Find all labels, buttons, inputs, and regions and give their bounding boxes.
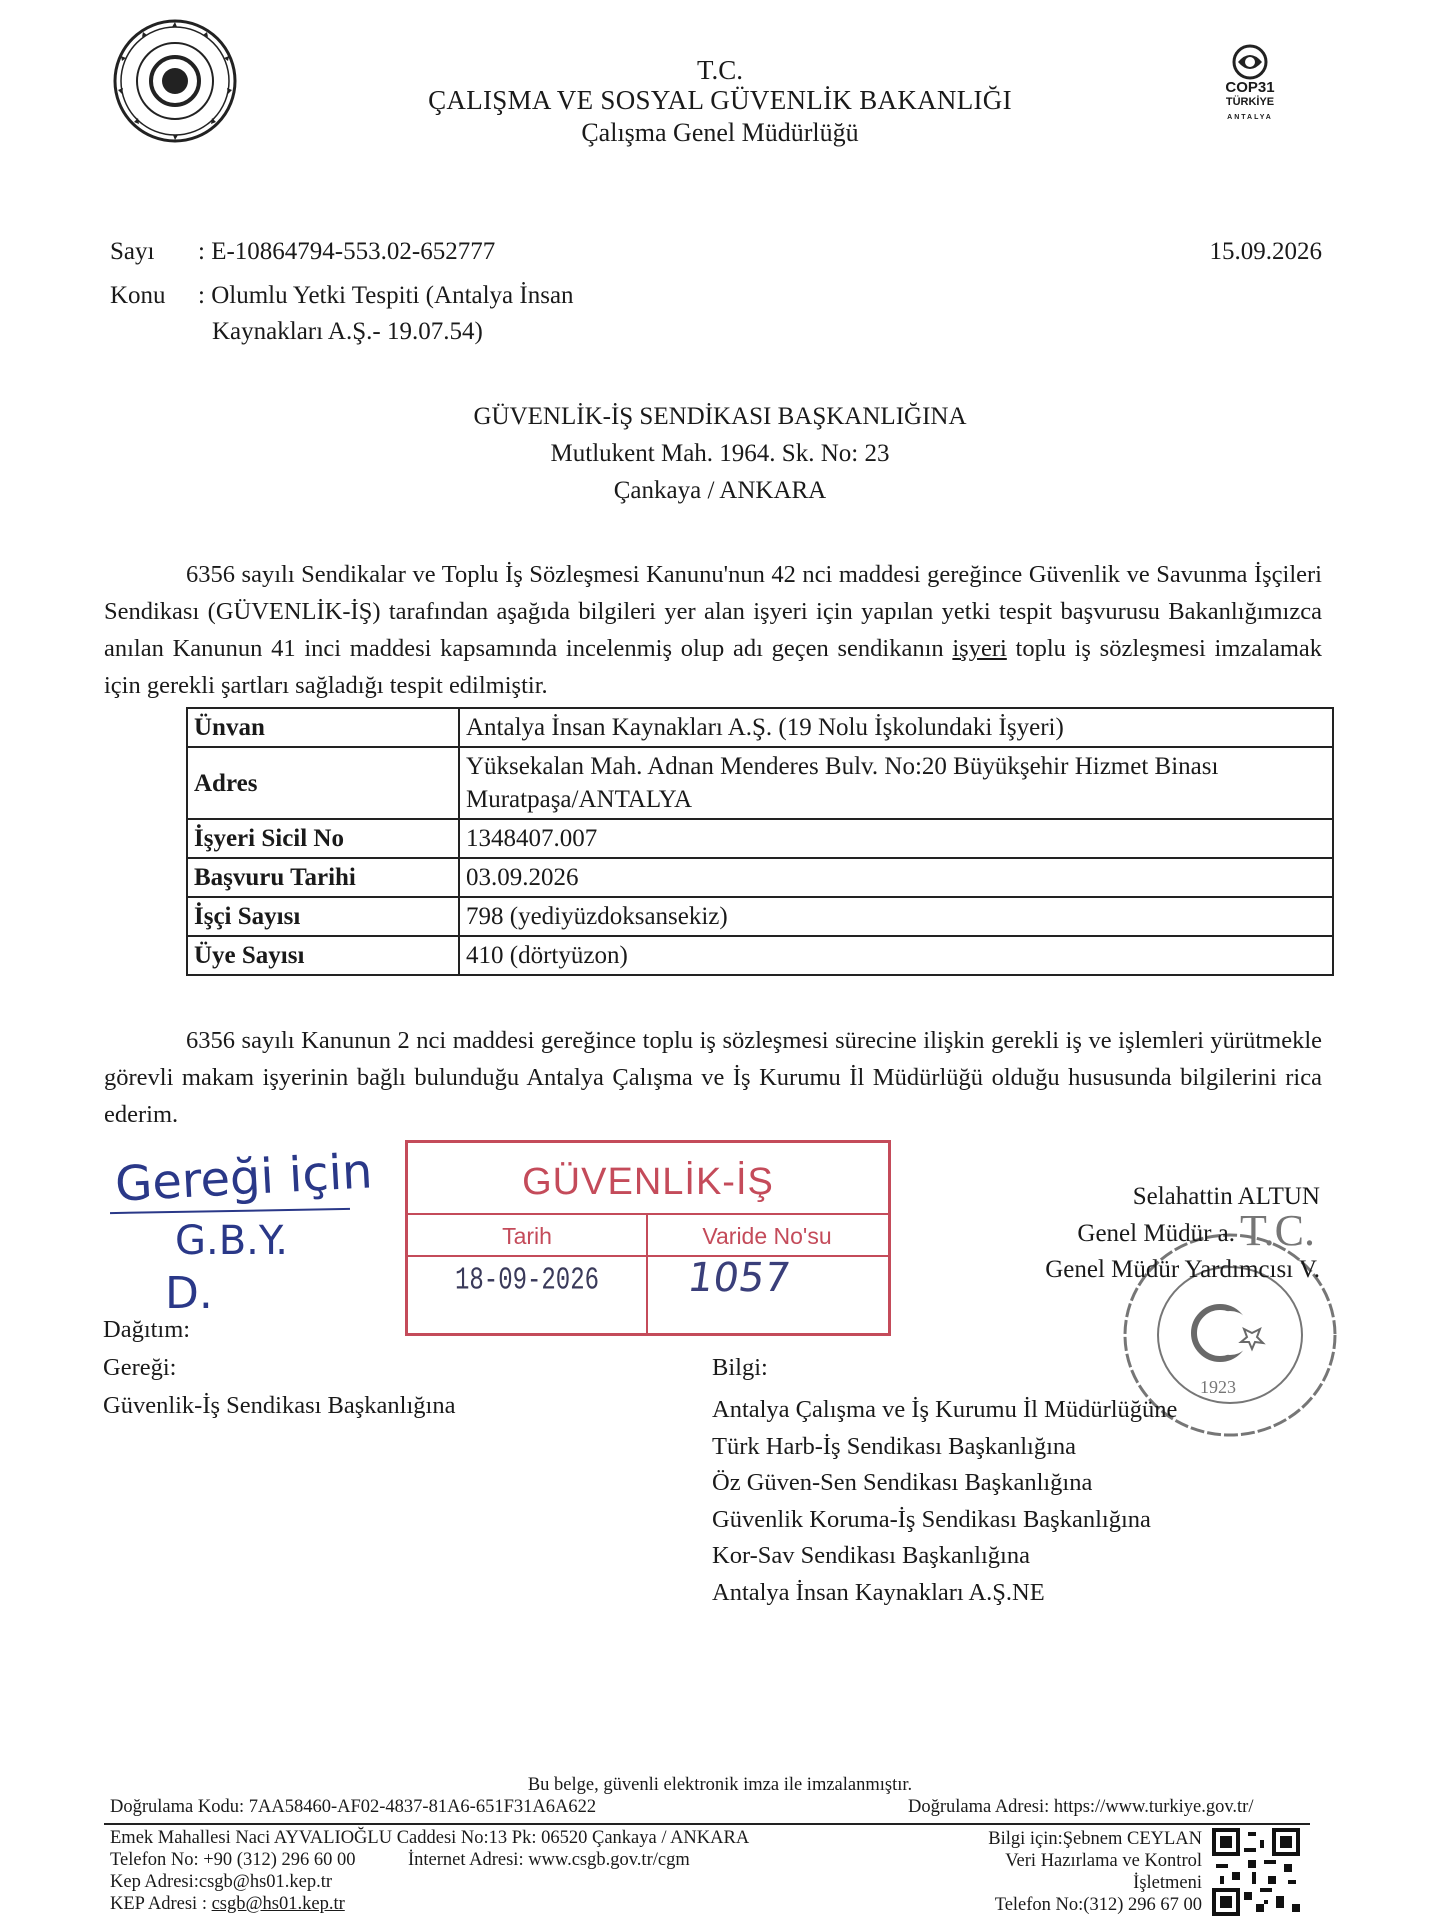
- stamp-date-label: Tarih: [502, 1223, 552, 1249]
- signatory-title-1: Genel Müdür a.: [1077, 1220, 1235, 1247]
- table-key: Ünvan: [187, 708, 459, 747]
- verify-url: Doğrulama Adresi: https://www.turkiye.gov.tr/: [908, 1797, 1254, 1817]
- sayi-label: Sayı: [110, 238, 155, 265]
- konu-value-line2: Kaynakları A.Ş.- 19.07.54): [212, 318, 483, 345]
- konu-value-line1: : Olumlu Yetki Tespiti (Antalya İnsan: [198, 282, 574, 309]
- table-key: Başvuru Tarihi: [187, 858, 459, 897]
- list-item: Türk Harb-İş Sendikası Başkanlığına: [712, 1432, 1077, 1460]
- table-value: 1348407.007: [459, 819, 1333, 858]
- body-paragraph-2: 6356 sayılı Kanunun 2 nci maddesi gereğince toplu iş sözleşmesi sürecine ilişkin gerekli iş ve işlemleri yürütmekle görevli makam işyerinin bağlı bulunduğu Antalya Çalışma ve İş Kurumu İl Müdürlüğü olduğu hususunda bilgilerini rica ederim.: [104, 1027, 1322, 1128]
- cop31-logo-text: COP31 TÜRKİYE ANTALYA: [1225, 79, 1275, 121]
- footer-kep-1: Kep Adresi:csgb@hs01.kep.tr: [110, 1872, 333, 1892]
- list-item: Güvenlik-İş Sendikası Başkanlığına: [103, 1392, 456, 1419]
- stamp-date-value: 18-09-2026: [454, 1263, 600, 1300]
- table-row: [187, 897, 1333, 936]
- table-key: İşyeri Sicil No: [187, 819, 459, 858]
- stamp-title: GÜVENLİK-İŞ: [522, 1161, 774, 1203]
- verify-code: Doğrulama Kodu: 7AA58460-AF02-4837-81A6-651F31A6A622: [110, 1797, 597, 1817]
- header-directorate: Çalışma Genel Müdürlüğü: [581, 118, 859, 147]
- handwritten-note-3: D.: [165, 1268, 213, 1319]
- signatory-title-2: Genel Müdür Yardımcısı V.: [1045, 1256, 1320, 1283]
- table-key: Üye Sayısı: [187, 936, 459, 975]
- qr-code: [1212, 1828, 1300, 1916]
- table-value: 798 (yediyüzdoksansekiz): [459, 897, 1333, 936]
- footer-kep-2: KEP Adresi : csgb@hs01.kep.tr: [110, 1894, 345, 1914]
- body-paragraph-1: 6356 sayılı Sendikalar ve Toplu İş Sözleşmesi Kanunu'nun 42 nci maddesi gereğince Güvenlik ve Savunma İşçileri Sendikası (GÜVENLİK-İŞ) tarafından aşağıda bilgileri yer alan işyeri için yapılan yetki tespit başvurusu Bakanlığımızca anılan Kanunun 41 inci maddesi kapsamında incelenmiş olup adı geçen sendikanın işyeri toplu iş sözleşmesi imzalamak için gerekli şartları sağladığı tespit edilmiştir.: [104, 561, 1323, 699]
- footer-address: Emek Mahallesi Naci AYVALIOĞLU Caddesi No:13 Pk: 06520 Çankaya / ANKARA: [110, 1828, 750, 1848]
- list-item: Güvenlik Koruma-İş Sendikası Başkanlığına: [712, 1505, 1151, 1533]
- table-row: [187, 936, 1333, 975]
- table-value: 410 (dörtyüzon): [459, 936, 1333, 975]
- table-row: [187, 747, 1333, 819]
- recipient-address-1: Mutlukent Mah. 1964. Sk. No: 23: [550, 440, 890, 467]
- handwritten-note-1: Gereği için: [113, 1143, 374, 1213]
- table-value: Yüksekalan Mah. Adnan Menderes Bulv. No:20 Büyükşehir Hizmet Binası Muratpaşa/ANTALYA: [459, 747, 1333, 819]
- table-key: İşçi Sayısı: [187, 897, 459, 936]
- table-row: [187, 858, 1333, 897]
- esign-note: Bu belge, güvenli elektronik imza ile imzalanmıştır.: [527, 1775, 913, 1795]
- bilgi-label: Bilgi:: [712, 1354, 768, 1381]
- header-tc: T.C.: [697, 55, 743, 85]
- table-row: [187, 708, 1333, 747]
- table-value: Antalya İnsan Kaynakları A.Ş. (19 Nolu İşkolundaki İşyeri): [459, 708, 1333, 747]
- footer-phone: Telefon No: +90 (312) 296 60 00: [110, 1850, 356, 1870]
- geregi-list: [103, 1392, 455, 1420]
- geregi-label: Gereği:: [103, 1354, 177, 1381]
- signatory-name: Selahattin ALTUN: [1132, 1183, 1320, 1210]
- distribution-label: Dağıtım:: [103, 1316, 191, 1343]
- header-ministry: ÇALIŞMA VE SOSYAL GÜVENLİK BAKANLIĞI: [428, 85, 1012, 115]
- official-seal-center: T.C.: [1240, 1215, 1315, 1255]
- list-item: Antalya İnsan Kaynakları A.Ş.NE: [712, 1578, 1045, 1606]
- stamp-no-label: Varide No'su: [702, 1223, 832, 1249]
- workplace-info-table: [186, 707, 1334, 976]
- official-seal-year: 1923: [1200, 1377, 1236, 1397]
- table-value: 03.09.2026: [459, 858, 1333, 897]
- konu-label: Konu: [110, 282, 166, 309]
- table-row: [187, 819, 1333, 858]
- registration-stamp: [405, 1140, 891, 1336]
- sayi-value: : E-10864794-553.02-652777: [198, 238, 496, 265]
- recipient-name: GÜVENLİK-İŞ SENDİKASI BAŞKANLIĞINA: [473, 403, 967, 430]
- footer-divider: [104, 1823, 1310, 1825]
- handwritten-note-2: G.B.Y.: [175, 1218, 288, 1264]
- stamp-no-value: 1057: [684, 1255, 794, 1301]
- footer-web: İnternet Adresi: www.csgb.gov.tr/cgm: [408, 1850, 690, 1870]
- footer-contact: Bilgi için:Şebnem CEYLAN Veri Hazırlama ve Kontrol İşletmeni Telefon No:(312) 296 67 00: [988, 1829, 1202, 1915]
- table-key: Adres: [187, 747, 459, 819]
- list-item: Kor-Sav Sendikası Başkanlığına: [712, 1542, 1030, 1569]
- list-item: Öz Güven-Sen Sendikası Başkanlığına: [712, 1469, 1093, 1496]
- ministry-seal-logo: [112, 18, 238, 144]
- document-date: 15.09.2026: [1209, 238, 1322, 265]
- recipient-address-2: Çankaya / ANKARA: [613, 477, 827, 504]
- bilgi-list: [712, 1392, 1177, 1611]
- list-item: Antalya Çalışma ve İş Kurumu İl Müdürlüğüne: [712, 1396, 1178, 1423]
